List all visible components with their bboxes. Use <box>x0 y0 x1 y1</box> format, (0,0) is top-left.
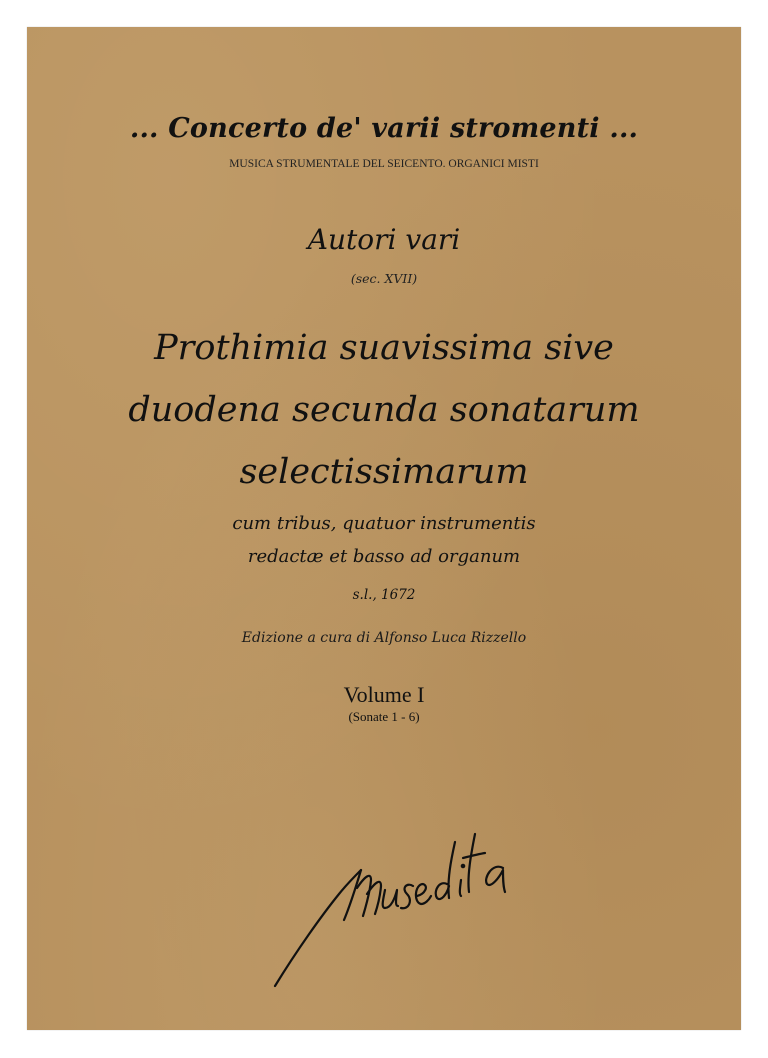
work-title-line: Prothimia suavissima sive <box>154 328 614 368</box>
scoring-line: cum tribus, quatuor instrumentis <box>232 513 536 534</box>
editor-credit: Edizione a cura di Alfonso Luca Rizzello <box>241 630 527 646</box>
imprint: s.l., 1672 <box>352 587 416 603</box>
series-subtitle: MUSICA STRUMENTALE DEL SEICENTO. ORGANICI MISTI <box>229 158 539 170</box>
work-title <box>27 317 741 503</box>
volume-label: Volume I <box>343 682 425 707</box>
scoring-line: redactæ et basso ad organum <box>247 546 521 567</box>
author: Autori vari <box>307 223 461 256</box>
publisher-logo <box>267 820 547 990</box>
work-title-line: duodena secunda sonatarum <box>128 390 640 430</box>
book-cover <box>27 27 741 1030</box>
volume-range: (Sonate 1 - 6) <box>348 709 420 724</box>
series-title: ... Concerto de' varii stromenti ... <box>129 113 639 144</box>
musedita-signature-icon <box>267 820 547 990</box>
author-period: (sec. XVII) <box>350 271 418 286</box>
work-title-line: selectissimarum <box>239 452 529 492</box>
